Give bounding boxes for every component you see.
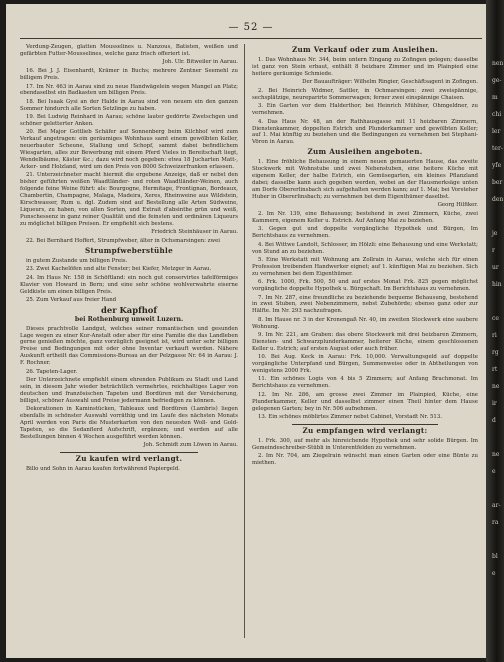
page-fold-gutter [486, 0, 504, 662]
ad-paragraph: 2. Bei Heinrich Widmer, Sattler, in Ochmarsingen: zwei zweispännige, sechsplätzige, neureparirte Sommerwagen; ferner zwei einspännige Chaisen. [252, 88, 478, 101]
fold-margin-text: r [492, 247, 495, 254]
ad-paragraph: 22. Bei Bernhard Hoffert, Strumpfweber, älter in Ochsmarsingen: zwei [26, 238, 221, 245]
ad-paragraph: 9. Im Nr. 221, am Graben: das obere Stockwerk mit drei heizbaren Zimmern, Diensten- und Schwarzplunderkammer, heiterer Küche, einem geschlossenen Keller u. Estrich; auf ersten August oder auch früher. [252, 332, 478, 352]
fold-margin-text: e [492, 468, 496, 475]
section-heading: Zum Ausleihen angeboten. [307, 147, 423, 157]
ad-paragraph: 13. Ein schönes möblirtes Zimmer nebst Cabinet, Vorstadt Nr. 513. [258, 414, 442, 420]
ad-paragraph: 5. Eine Werkstatt mit Wohnung am Zollrain in Aarau, welche sich für einen Profession treibenden Handwerker eignet; auf 1. künftigen Mai zu beziehen. Sich zu vernehmen bei dem Eigenthümer. [252, 256, 478, 277]
ad-paragraph: 6. Frk. 1000, Frk. 500, 50 und auf erstes Monat Frk. 825 gegen möglichst vorgängliche doppelte Hypothek u. Bürgschaft. Im Berichtshaus zu vernehmen. [252, 279, 478, 293]
section-heading: Strumpfweberstühle [85, 245, 173, 255]
section-heading: Zum Verkauf oder zum Ausleihen. [291, 45, 439, 54]
ad-paragraph: 18. Bei Isaak Gysi an der Halde in Aarau sind von neuem ein den ganzen Sommer hindurch alle Sorten Setzlinge zu haben. [20, 98, 238, 112]
ad-paragraph: 3. Gegen gut und doppelte vorgängliche Hypothek und Bürgen, Im Berichtshaus zu vernehmen. [252, 226, 478, 240]
ad-signature: Der Bauaufträger: Wilhelm Ringier, Geschäftsagent in Zofingen. [302, 79, 478, 86]
ad-paragraph: 23. Zwei Kachelöfen und alte Fenster; bei Kiefer, Metzger in Aarau. [26, 266, 212, 273]
ad-paragraph: 16. Bei J. J. Eisenhardt, Krämer in Buchs; mehrere Zentner Seemehl zu billigem Preis. [20, 68, 238, 82]
newspaper-page [6, 4, 492, 658]
fold-margin-text: ri [492, 332, 497, 339]
fold-margin-text: hin [492, 281, 502, 288]
right-column [252, 44, 478, 648]
fold-margin-text: ge- [492, 77, 502, 84]
ad-paragraph: 3. Ein Garten vor dem Halderthor; bei Heinrich Mühlner, Ohmgeldner, zu vernehmen. [252, 103, 478, 117]
ad-paragraph: 4. Bei Wittwe Landolt, Schlosser, im Hölzli: eine Behausung und eine Werkstatt; von Stund an zu beziehen. [252, 241, 478, 255]
fold-margin-text: ne [492, 451, 500, 458]
ad-subtitle: bei Rothenburg unweit Luzern. [74, 315, 184, 323]
ad-paragraph: Der Unterzeichnete empfiehlt einem ehrenden Publikum zu Stadt und Land sein, in diesem Jahr wieder beträchtlich vermehrtes, reichhaltiges Lager von deutschen und französischen Tapeten und Bordüren mit der Versicherung, billigst, schöner Auswahl und Preise jedermann befriedigen zu können. [20, 376, 238, 404]
fold-margin-text: ra [492, 519, 499, 526]
fold-margin-text: ar- [492, 502, 501, 509]
ad-paragraph: 2. Im Nr. 139, eine Behausung; bestehend in zwei Zimmern, Küche, zwei Kammern, eigenem Keller u. Estrich. Auf Anfang Mai zu beziehen. [252, 211, 478, 224]
ad-paragraph: 25. Zum Verkauf aus freier Hand [26, 296, 117, 303]
ad-signature: Georg Hilfiker. [437, 202, 478, 209]
fold-margin-text: bl [492, 553, 498, 560]
ad-paragraph: 17. Im Nr. 463 in Aarau sind zu neue Handwägelein wegen Mangel an Platz; ebendaselbst ein Badkasten um billigen Preis. [20, 83, 238, 97]
ad-paragraph: 11. Ein schönes Logis von 4 bis 5 Zimmern; auf Anfang Brachmonat. Im Berichtshaus zu vernehmen. [252, 376, 478, 390]
fold-margin-text: ne [492, 383, 500, 390]
ad-paragraph: in gutem Zustande um billigen Preis. [26, 257, 128, 264]
section-rule [292, 424, 438, 425]
ad-paragraph: 2. Im Nr. 704, am Ziegelrain wünscht man einen Garten oder eine Bünte zu miethen. [252, 453, 478, 467]
ad-paragraph: 8. Im Hause nr. 3 in der Kronengaß Nr. 40, im zweiten Stockwerk eine saubere Wohnung. [252, 316, 478, 330]
ad-title: der Kapfhof [101, 304, 157, 315]
fold-margin-text: den [492, 196, 504, 203]
fold-margin-text: rt [492, 366, 498, 373]
fold-margin-text: ir [492, 400, 497, 407]
ad-paragraph: 1. Frk. 300, auf mehr als hinreichende Hypothek und sehr solide Bürgen. Im Gemeindeschreiber-Stübli in Unterentfelden zu vernehmen. [252, 437, 478, 451]
ad-paragraph: 26. Tapeten-Lager. [26, 368, 78, 375]
fold-margin-text: d [492, 417, 496, 424]
ad-paragraph: 10. Bei Aug. Keck in Aarau: Frk. 10,000. Verwaltungsgeld auf doppelte vorgängliche Unterpfand und Bürgen, Summenweise oder in Abtheilungen von wenigstens 2000 Frk. [252, 354, 478, 375]
ad-paragraph: 1. Das Wohnhaus Nr. 344, beim untern Eingang zu Zofingen gelegen; dasselbe ist ganz von Stein erbaut, enthält 8 heizbare Zimmer und im Plainpied eine heitere geräumige Schmiede. [252, 56, 478, 77]
page-header [20, 22, 482, 39]
ad-paragraph: 21. Unterzeichneter macht hiermit die ergebene Anzeige, daß er nebst den bisher geführten weißen Waadtländer- und roten Waadtländer-Weinen, auch folgende feine Weine führt: als: Bourgogne, Hermitage, Frontignan, Bordeaux, Chambertin, Champagne, Malaga, Madeira, Xeres, Rheinweine aus Wildstein, Kirschwasser, Rum u. dgl. Zudem sind auf Bestellung alle Arten Südweine, Liqueurs, zu haben, von allen Sorten, und Extrait d'absinthe grün und weiß, Punschessenz in ganz reiner Qualität und die feinsten und ordinären Liqueurs zu möglichst billigen Preisen. Er empfiehlt sich bestens. [20, 172, 238, 227]
ad-paragraph: Dekorationen in Kaminstücken, Tableaux und Bordüren (Lambris) liegen ebenfalls in schönster Auswahl vorräthig und im Laufe des nächsten Monats April werden von Paris die Musterkarten von den neuesten Woll- und Gold-Tapeten, so die Sedanflerd Aufschrift, ergänzen; und werden auf alle Bestellungen binnen 4 Wochen ausgeführt werden können. [20, 406, 238, 440]
ad-paragraph: 7. Im Nr. 287, eine freundliche zu beziehende bequeme Behausung, bestehend in zwei Stuben, zwei Nebenzimmern, nebst Zubehörde; ebenso ganz oder zur Hälfte. Im Nr. 293 nachzufragen. [252, 294, 478, 315]
ad-paragraph: Verdung-Zeugen, glatten Mousselines u. Nanzous, Batisten, weißen und gefärbten Futter-Mousselines, welche ganz frisch offeriert ist. [20, 44, 238, 57]
page-number: — 52 — [228, 22, 274, 33]
fold-margin-text: m [492, 94, 498, 101]
ad-paragraph: 20. Bei Major Gottlieb Schäfer auf Sonnenberg beim Kilchhof wird zum Verkauf angetragen: ein geräumiges Wohnhaus samt einem gewölbten Keller, neuerbauter Scheune, Stallung und Schopf, sammt dabei befindlichem Wiesgarten, alles zur Bewerbung mit einem Pferd Vieles in Bereitschaft liegt, Wendelbäume, Käster &c.; dazu wird noch gegeben: etwa 18 Jucharten Matt-, Acker- und Holzland, wird um den Preis von 8000 Schweizerfranken erlassen. [20, 129, 238, 170]
fold-margin-text: je [492, 230, 498, 237]
fold-margin-text: ce [492, 315, 499, 322]
fold-margin-text: ter- [492, 145, 503, 152]
ad-paragraph: Billo und Sohn in Aarau kaufen fortwährend Papiergeld. [26, 465, 180, 472]
ad-paragraph: 19. Bei Ludwig Reinhard in Aarau; schöne lauter gedörrte Zwetschgen und schöner geletterter Anken. [20, 114, 238, 128]
ad-paragraph: 12. Im Nr. 286, am grosse zwei Zimmer im Plainpied, Küche, eine Plunderkammer, Keller und dasselbst zimmer einen Theil hinter dem Hause gelegenen Garten; bey in Nr. 506 aufnehmen. [252, 391, 478, 412]
ad-signature: Joh. Schmidt zum Löwen in Aarau. [143, 442, 238, 449]
ad-signature: Friedrich Steinhäuser in Aarau. [151, 229, 238, 236]
fold-margin-text: e [492, 570, 496, 577]
ad-paragraph: 4. Das Haus Nr. 48, an der Rathhausgasse mit 11 heizbaren Zimmern, Dienstenkammer, doppelten Estrich und Plunderkammer und gewölbten Keller; auf 1. Mai künftig zu beziehen und die Bedingungen zu vernehmen bei Stephani-Vöron in Aarau. [252, 118, 478, 146]
ad-signature: Joh. Ulr. Bitweiler in Aarau. [162, 59, 238, 66]
fold-margin-text: nen [492, 60, 504, 67]
section-heading: Zu empfangen wird verlangt: [302, 425, 428, 435]
fold-margin-text: rg [492, 349, 499, 356]
fold-margin-text: ur [492, 264, 499, 271]
fold-margin-text: chi [492, 111, 502, 118]
section-heading: Zu kaufen wird verlangt. [75, 454, 183, 464]
left-column [20, 44, 238, 648]
fold-margin-text: ler [492, 128, 501, 135]
ad-paragraph: 24. Im Haus Nr. 158 in Schöftland: ein noch gut conservirtes tafelförmiges Klavier von Howard in Bern; und eine sehr schöne wohlverwahrte eiserne Geldkiste um einen billigen Preis. [20, 274, 238, 295]
column-divider [244, 44, 245, 638]
fold-margin-text: ber [492, 179, 503, 186]
ad-paragraph: 1. Eine fröhliche Behausung in einem neuen gemauerten Hause, das zweite Stockwerk mit Wohnstube und zwei Nebenstuben, eine heitere Küche mit eigenem Keller, der halbe Estrich, ein Gemüsegarten, ein kleines Pflanzland dabei; dasselbe kann auch gegeben werden, wobei an der Hausmerksäge unten am Dorfe Obererlinsbach sich aufgehalten werden kann; auf 1. Mai; bei Vorsteher Huber in Obererlinsbach; zu vernehmen bei dem Eigenthümer daselbst. [252, 159, 478, 200]
ad-paragraph: Dieses prachtvolle Landgut, welches seiner romantischen und gesunden Lage wegen zu einer Kur-Anstalt oder aber für eine Familie die das Landleben gerne genießen möchte, ganz vorzüglich geeignet ist, wird unter sehr billigen Preise und Bedingungen mit oder ohne Inventar verkauft werden. Nähere Auskunft ertheilt das Commissions-Bureau an der Pelzgasse Nr. 64 in Aarau: J. F. Rochner. [20, 325, 238, 367]
section-rule [60, 452, 198, 453]
fold-margin-text: yfe [492, 162, 502, 169]
